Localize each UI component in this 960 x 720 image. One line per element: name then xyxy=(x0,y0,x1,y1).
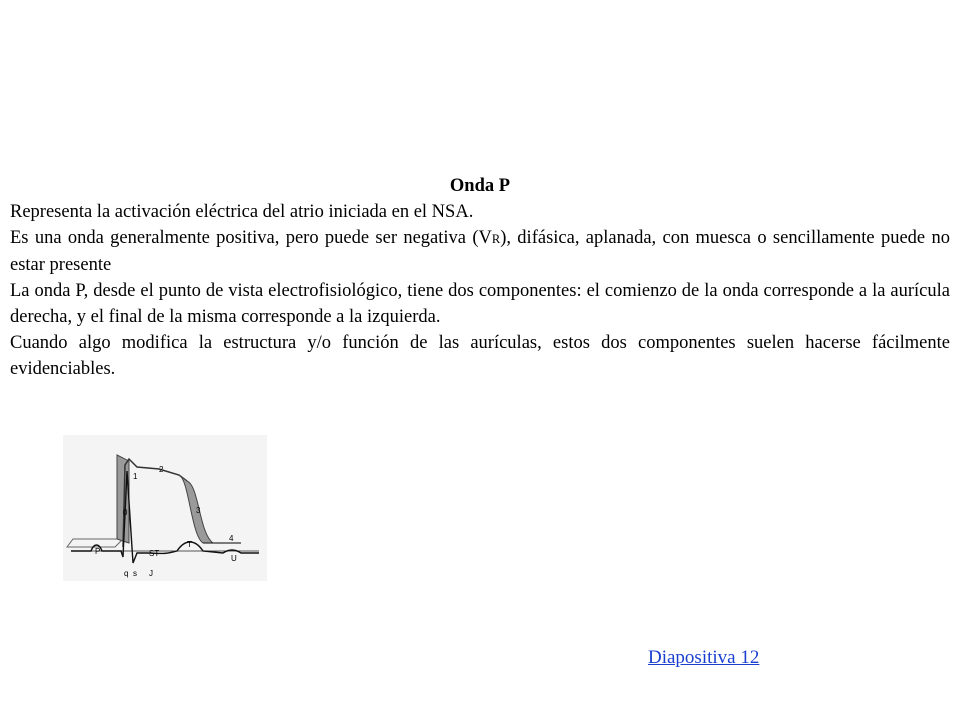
figure-svg xyxy=(63,435,267,581)
label-u-wave: U xyxy=(231,554,237,563)
paragraph-2-end: ), difásica, aplanada, con muesca o sencillamente puede no estar presente xyxy=(10,228,950,275)
slide-title: Onda P xyxy=(449,176,511,196)
paragraph-3: La onda P, desde el punto de vista electrofisiológico, tiene dos componentes: el comienzo de la onda corresponde a la aurícula derecha, y el final de la misma corresponde a la izquierda. xyxy=(10,281,950,327)
label-st-segment: ST xyxy=(149,549,160,558)
label-q: q xyxy=(124,569,129,578)
text-block xyxy=(10,173,950,382)
label-s: s xyxy=(133,569,137,578)
action-potential-ecg-figure xyxy=(63,435,267,581)
label-phase-3: 3 xyxy=(196,506,201,515)
label-phase-1: 1 xyxy=(133,472,138,481)
lead-vr-subscript: R xyxy=(491,232,501,246)
label-t-wave: T xyxy=(187,540,192,549)
paragraph-2-start: Es una onda generalmente positiva, pero puede ser negativa (V xyxy=(10,228,492,248)
label-phase-2: 2 xyxy=(159,465,164,474)
label-phase-4: 4 xyxy=(229,534,234,543)
paragraph-2 xyxy=(10,225,950,278)
paragraph-1: Representa la activación eléctrica del atrio iniciada en el NSA. xyxy=(10,202,474,222)
paragraph-4: Cuando algo modifica la estructura y/o función de las aurículas, estos dos componentes suelen hacerse fácilmente evidenciables. xyxy=(10,333,950,379)
label-p-wave: P xyxy=(95,547,101,556)
label-j: J xyxy=(149,569,153,578)
slide-12-link[interactable]: Diapositiva 12 xyxy=(648,647,760,668)
label-phase-0: 0 xyxy=(123,508,128,517)
